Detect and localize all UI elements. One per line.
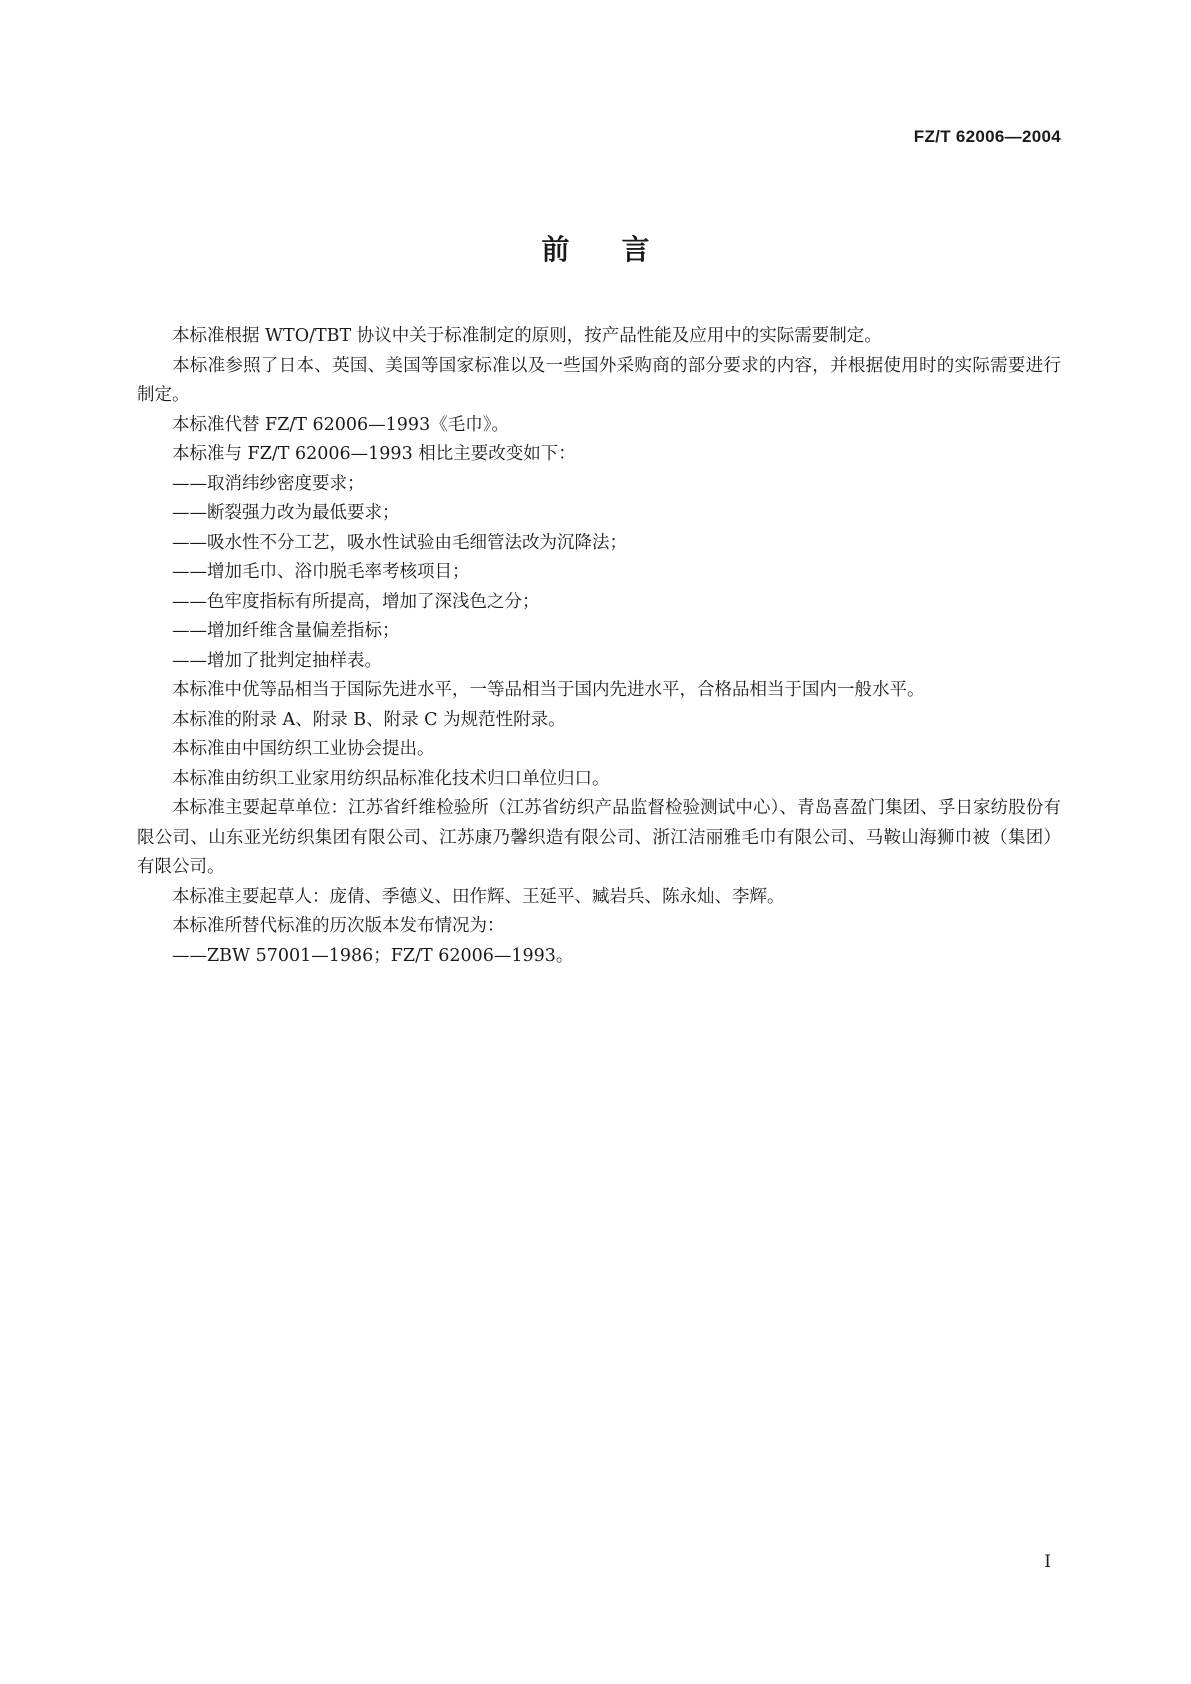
change-item: ——取消纬纱密度要求； xyxy=(172,473,365,494)
change-item: ——增加毛巾、浴巾脱毛率考核项目； xyxy=(172,562,470,582)
paragraph-proposer: 本标准由中国纺织工业协会提出。 xyxy=(172,739,435,759)
change-item: ——断裂强力改为最低要求； xyxy=(172,503,400,523)
change-item: ——增加纤维含量偏差指标； xyxy=(172,621,400,641)
change-item: ——增加了批判定抽样表。 xyxy=(172,650,382,671)
change-item: ——吸水性不分工艺，吸水性试验由毛细管法改为沉降法； xyxy=(172,532,627,553)
standard-code: FZ/T 62006—2004 xyxy=(913,127,1061,146)
paragraph-changes-intro: 本标准与 FZ/T 62006—1993 相比主要改变如下： xyxy=(172,444,576,464)
history-item: ——ZBW 57001—1986；FZ/T 62006—1993。 xyxy=(172,945,574,966)
paragraph-basis: 本标准根据 WTO/TBT 协议中关于标准制定的原则，按产品性能及应用中的实际需要制定。 xyxy=(172,326,882,346)
paragraph-grades: 本标准中优等品相当于国际先进水平，一等品相当于国内先进水平，合格品相当于国内一般水平。 xyxy=(172,680,925,700)
paragraph-replaces: 本标准代替 FZ/T 62006—1993《毛巾》。 xyxy=(172,414,509,435)
foreword-body xyxy=(137,322,1061,971)
paragraph-annexes: 本标准的附录 A、附录 B、附录 C 为规范性附录。 xyxy=(172,709,566,730)
paragraph-history-intro: 本标准所替代标准的历次版本发布情况为： xyxy=(172,916,505,936)
paragraph-reference: 本标准参照了日本、英国、美国等国家标准以及一些国外采购商的部分要求的内容，并根据使用时的实际需要进行制定。 xyxy=(137,355,1061,405)
paragraph-drafters: 本标准主要起草人：庞倩、季德义、田作辉、王延平、臧岩兵、陈永灿、李辉。 xyxy=(172,886,785,907)
page-number: I xyxy=(1044,1552,1051,1572)
change-item: ——色牢度指标有所提高，增加了深浅色之分； xyxy=(172,591,540,612)
paragraph-drafting-units: 本标准主要起草单位：江苏省纤维检验所（江苏省纺织产品监督检验测试中心）、青岛喜盈门集团、孚日家纺股份有限公司、山东亚光纺织集团有限公司、江苏康乃馨织造有限公司、浙江洁丽雅毛巾有限公司、马鞍山海狮巾被（集团）有限公司。 xyxy=(137,798,1061,877)
paragraph-centralized: 本标准由纺织工业家用纺织品标准化技术归口单位归口。 xyxy=(172,768,610,789)
page-title: 前言 xyxy=(541,233,702,266)
